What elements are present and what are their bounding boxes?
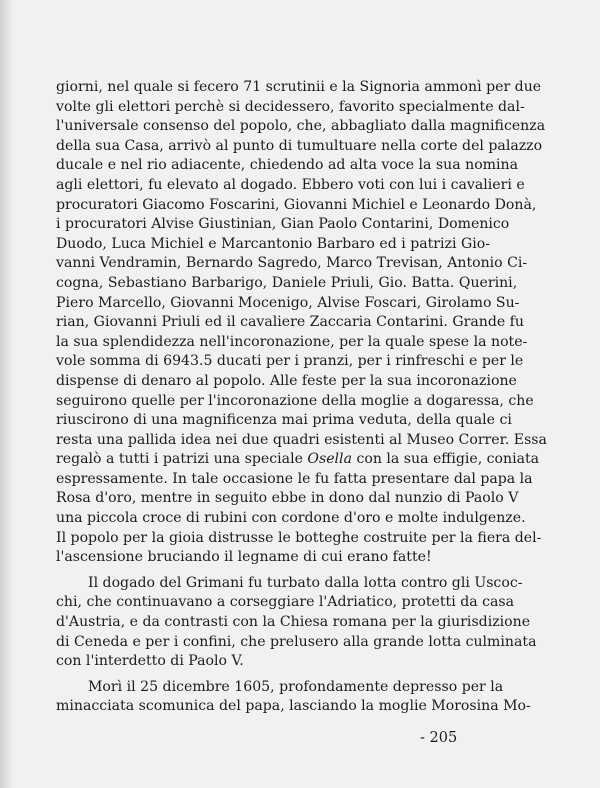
paragraph <box>56 78 547 568</box>
text-line: di Ceneda e per i confini, che prelusero alla grande lotta culminata <box>56 633 537 650</box>
text-line: procuratori Giacomo Foscarini, Giovanni Michiel e Leonardo Donà, <box>56 196 537 213</box>
text-line: vanni Vendramin, Bernardo Sagredo, Marco Trevisan, Antonio Ci- <box>56 255 528 272</box>
text-line: rian, Giovanni Priuli ed il cavaliere Zaccaria Contarini. Grande fu <box>56 314 524 331</box>
page-number: - 205 <box>420 730 458 746</box>
text-line: cogna, Sebastiano Barbarigo, Daniele Priuli, Gio. Batta. Querini, <box>56 274 518 291</box>
text-line: Il popolo per la gioia distrusse le botteghe costruite per la fiera del- <box>56 529 542 546</box>
text-line: l'ascensione bruciando il legname di cui erano fatte! <box>56 549 432 566</box>
text-line: dispense di denaro al popolo. Alle feste per la sua incoronazione <box>56 372 517 389</box>
text-line: d'Austria, e da contrasti con la Chiesa romana per la giurisdizione <box>56 614 531 631</box>
body-text <box>56 78 547 717</box>
text-line: della sua Casa, arrivò al punto di tumultuare nella corte del palazzo <box>56 137 543 154</box>
text-line: vole somma di 6943.5 ducati per i pranzi, per i rinfreschi e per le <box>56 353 524 370</box>
text-line: seguirono quelle per l'incoronazione della moglie a dogaressa, che <box>56 392 534 409</box>
text-line: minacciata scomunica del papa, lasciando la moglie Morosina Mo- <box>56 698 531 715</box>
text-line: la sua splendidezza nell'incoronazione, per la quale spese la note- <box>56 333 528 350</box>
text-line: Il dogado del Grimani fu turbato dalla lotta contro gli Uscoc- <box>88 574 523 591</box>
text-line: resta una pallida idea nei due quadri esistenti al Museo Correr. Essa <box>56 431 547 448</box>
text-line: Morì il 25 dicembre 1605, profondamente depresso per la <box>88 678 504 695</box>
text-line: agli elettori, fu elevato al dogado. Ebbero voti con lui i cavalieri e <box>56 176 525 193</box>
text-line: Piero Marcello, Giovanni Mocenigo, Alvise Foscari, Girolamo Su- <box>56 294 520 311</box>
paragraph <box>56 678 531 717</box>
text-line: volte gli elettori perchè si decidessero, favorito specialmente dal- <box>56 98 525 115</box>
text-line: chi, che continuavano a corseggiare l'Adriatico, protetti da casa <box>56 594 515 611</box>
text-line: l'universale consenso del popolo, che, abbagliato dalla magnificenza <box>56 118 546 135</box>
text-line: giorni, nel quale si fecero 71 scrutinii e la Signoria ammonì per due <box>56 79 542 95</box>
text-line: riuscirono di una magnificenza mai prima veduta, della quale ci <box>56 412 512 429</box>
text-line: Duodo, Luca Michiel e Marcantonio Barbaro ed i patrizi Gio- <box>56 235 490 252</box>
text-line: una piccola croce di rubini con cordone d'oro e molte indulgenze. <box>56 510 526 527</box>
binding-shadow <box>0 0 14 788</box>
text-line: espressamente. In tale occasione le fu fatta presentare dal papa la <box>56 470 533 487</box>
text-line: Rosa d'oro, mentre in seguito ebbe in dono dal nunzio di Paolo V <box>56 490 519 507</box>
text-line: regalò a tutti i patrizi una speciale Osella con la sua effigie, coniata <box>56 451 540 468</box>
paragraph <box>56 574 537 672</box>
text-line: con l'interdetto di Paolo V. <box>56 653 244 670</box>
text-line: ducale e nel rio adiacente, chiedendo ad alta voce la sua nomina <box>56 157 519 174</box>
text-line: i procuratori Alvise Giustinian, Gian Paolo Contarini, Domenico <box>56 216 510 233</box>
